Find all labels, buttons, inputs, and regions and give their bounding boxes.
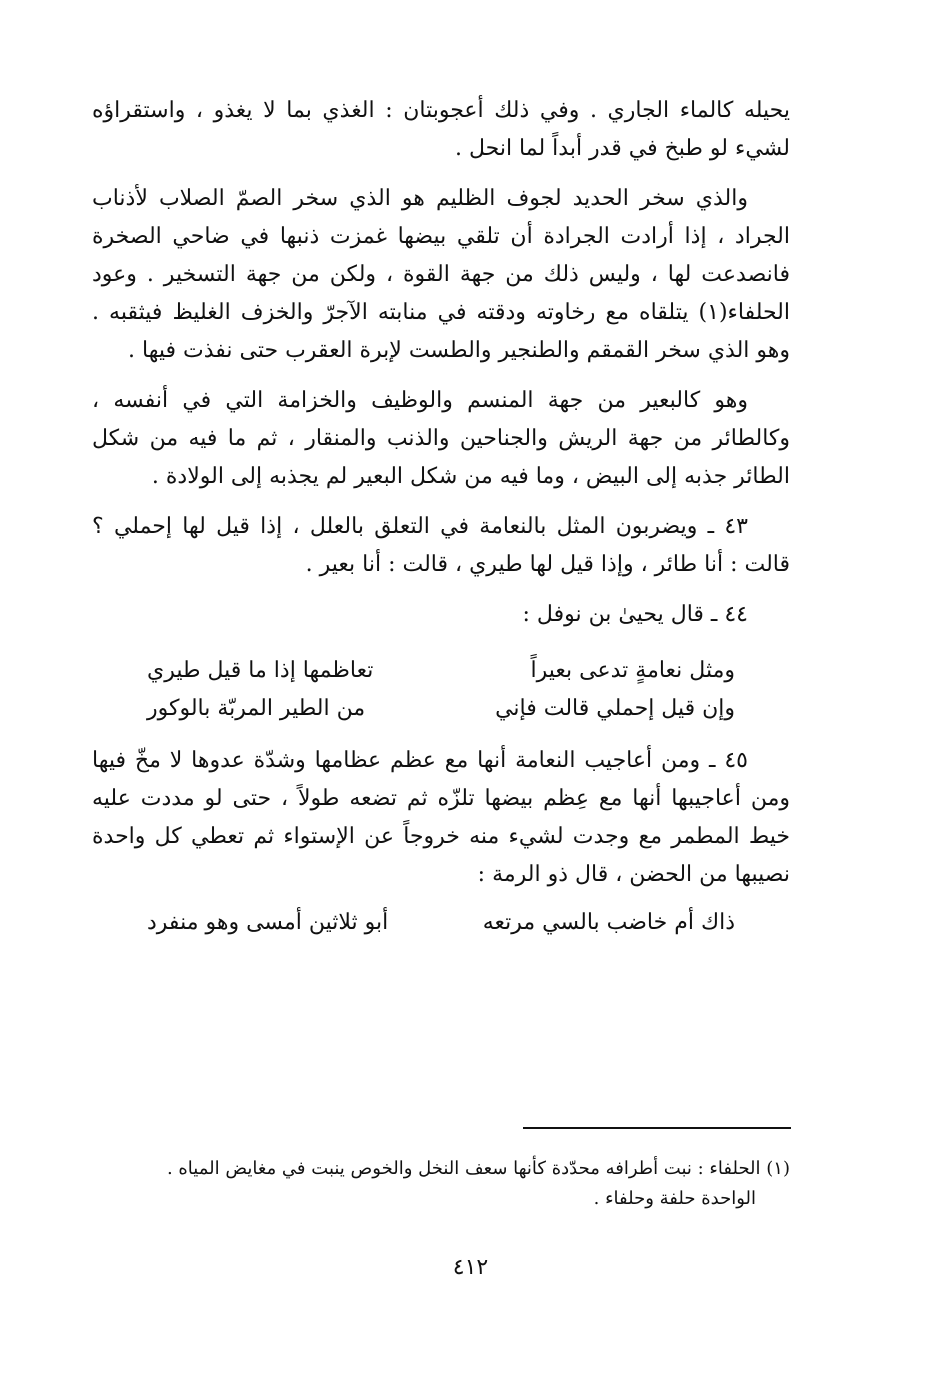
verse-line: [92, 904, 790, 942]
paragraph-camel-and-bird: وهو كالبعير من جهة المنسم والوظيف والخزامة التي في أنفسه ، وكالطائر من جهة الريش والجناحين والذنب والمنقار ، ثم ما فيه من شكل الطائر جذبه إلى البيض ، وما فيه من شكل البعير لم يجذبه إلى الولادة .: [92, 388, 790, 489]
verse-second-hemistich: أبو ثلاثين أمسى وهو منفرد: [147, 910, 389, 935]
paragraph-continuation: يحيله كالماء الجاري . وفي ذلك أعجوبتان : الغذي بما لا يغذو ، واستقراؤه لشيء لو طبخ في قدر أبداً لما انحل .: [92, 98, 790, 161]
poem-dhu-al-rumma: [92, 904, 790, 942]
verse-first-hemistich: وإن قيل إحملي قالت فإني: [495, 696, 735, 721]
verse-line: [92, 690, 790, 728]
poem-yahya-ibn-nawfal: [92, 652, 790, 728]
footnote-1: (١) الحلفاء : نبت أطرافه محدّدة كأنها سعف النخل والخوص ينبت في مغايض المياه .: [166, 1158, 790, 1179]
paragraph-44: ٤٤ ـ قال يحيىٰ بن نوفل :: [522, 602, 748, 627]
verse-first-hemistich: ومثل نعامةٍ تدعى بعيراً: [530, 658, 735, 683]
main-text: [92, 92, 790, 942]
footnote-divider: [523, 1127, 791, 1129]
paragraph-45: ٤٥ ـ ومن أعاجيب النعامة أنها مع عظم عظامها وشدّة عدوها لا مخّ فيها ومن أعاجيبها أنها مع عِظم بيضها تلزّه ثم تضعه طولاً ، حتى لو مددت عليه خيط المطمر مع وجدت لشيء منه خروجاً عن الإستواء ثم تعطي كل واحدة نصيبها من الحضن ، قال ذو الرمة :: [92, 748, 790, 887]
paragraph-43: ٤٣ ـ ويضربون المثل بالنعامة في التعلق بالعلل ، إذا قيل لها إحملي ؟ قالت : أنا طائر ، وإذا قيل لها طيري ، قالت : أنا بعير .: [92, 514, 790, 577]
verse-second-hemistich: من الطير المربّة بالوكور: [147, 696, 366, 721]
footnote-1-continuation: الواحدة حلفة وحلفاء .: [593, 1188, 756, 1209]
footnotes: [92, 1154, 790, 1214]
verse-first-hemistich: ذاك أم خاضب بالسي مرتعه: [482, 910, 735, 935]
page-number: ٤١٢: [452, 1255, 489, 1280]
paragraph-iron-and-locust: والذي سخر الحديد لجوف الظليم هو الذي سخر الصمّ الصلاب لأذناب الجراد ، إذا أرادت الجرادة أن تلقي بيضها غمزت ذنبها في ضاحي الصخرة فانصدعت لها ، وليس ذلك من جهة القوة ، ولكن من جهة التسخير . وعود الحلفاء(١) يتلقاه مع رخاوته ودقته في منابته الآجرّ والخزف الغليظ فيثقبه . وهو الذي سخر القمقم والطنجير والطست لإبرة العقرب حتى نفذت فيها .: [92, 186, 790, 363]
verse-line: [92, 652, 790, 690]
verse-second-hemistich: تعاظمها إذا ما قيل طيري: [147, 658, 374, 683]
